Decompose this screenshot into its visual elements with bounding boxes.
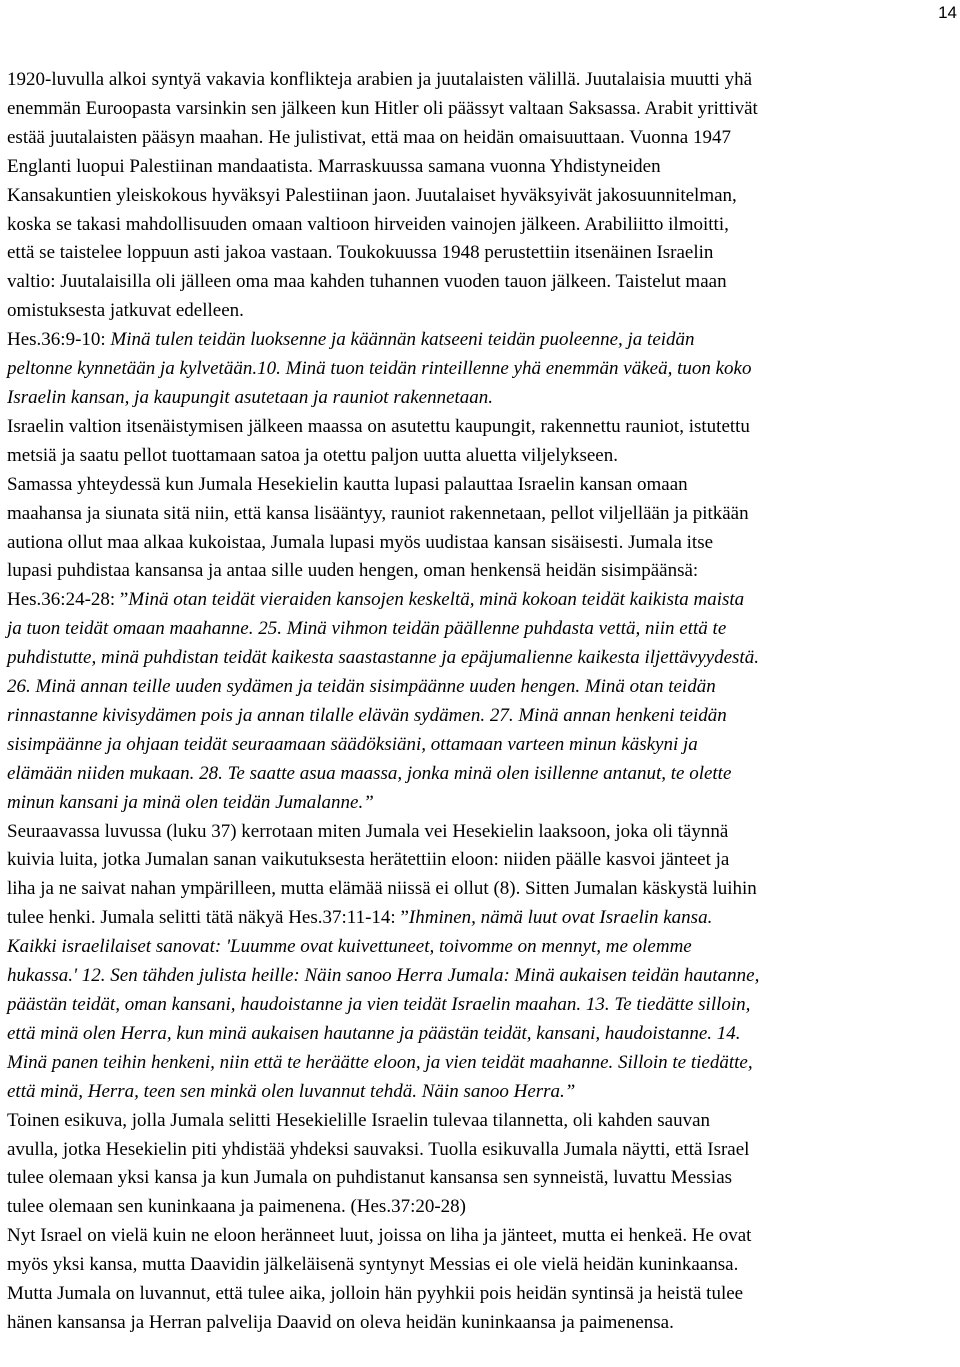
text-line: että se taistelee loppuun asti jakoa vastaan. Toukokuussa 1948 perustettiin itsenäinen Israelin <box>7 242 714 264</box>
scripture-quote: että minä, Herra, teen sen minkä olen luvannut tehdä. Näin sanoo Herra.” <box>7 1080 576 1102</box>
text-line <box>7 904 954 933</box>
text-line <box>7 702 954 731</box>
text-line <box>7 760 954 789</box>
paragraph-hes36-9 <box>7 326 954 471</box>
text-line: hänen kansansa ja Herran palvelija Daavid on oleva heidän kuninkaansa ja paimenensa. <box>7 1311 674 1333</box>
text-line: maahansa ja siunata sitä niin, että kansa lisääntyy, rauniot rakennetaan, pellot viljellään ja pitkään <box>7 502 749 524</box>
paragraph-hes36-24 <box>7 471 954 818</box>
text-line <box>7 644 954 673</box>
text-line: Israelin valtion itsenäistymisen jälkeen maassa on asutettu kaupungit, rakennettu rauniot, istutettu <box>7 415 750 437</box>
scripture-quote: puhdistutte, minä puhdistan teidät kaikesta saastastanne ja epäjumalienne kaikesta iljettävyydestä. <box>7 647 759 669</box>
text-line: koska se takasi mahdollisuuden omaan valtioon hirveiden vainojen jälkeen. Arabiliitto ilmoitti, <box>7 213 729 235</box>
text-line: tulee olemaan yksi kansa ja kun Jumala on puhdistanut kansansa sen synneistä, luvattu Messias <box>7 1167 733 1189</box>
text-line: avulla, jotka Hesekielin piti yhdistää yhdeksi sauvaksi. Tuolla esikuvalla Jumala näytti, että Israel <box>7 1138 750 1160</box>
paragraph-hes37 <box>7 818 954 1338</box>
text-line <box>7 586 954 615</box>
text-line: metsiä ja saatu pellot tuottamaan satoa ja otettu paljon uutta aluetta viljelykseen. <box>7 444 618 466</box>
text-line <box>7 962 954 991</box>
scripture-quote: Minä otan teidät vieraiden kansojen keskeltä, minä kokoan teidät kaikista maista <box>128 589 745 611</box>
scripture-quote: Minä tulen teidän luoksenne ja käännän katseeni teidän puoleenne, ja teidän <box>110 329 695 351</box>
text-line: liha ja ne saivat nahan ympärilleen, mutta elämää niissä ei ollut (8). Sitten Jumalan käskystä luihin <box>7 878 757 900</box>
text-line <box>7 933 954 962</box>
text-line <box>7 355 954 384</box>
text-line: Seuraavassa luvussa (luku 37) kerrotaan miten Jumala vei Hesekielin laaksoon, joka oli täynnä <box>7 820 729 842</box>
scripture-quote: että minä olen Herra, kun minä aukaisen hautanne ja päästän teidät, kansani, haudoistanne. 14. <box>7 1022 741 1044</box>
text-line: 1920-luvulla alkoi syntyä vakavia konflikteja arabien ja juutalaisten välillä. Juutalaisia muutti yhä <box>7 69 753 90</box>
text-line: Samassa yhteydessä kun Jumala Hesekielin kautta lupasi palauttaa Israelin kansan omaan <box>7 473 688 495</box>
text-line <box>7 384 954 413</box>
text-line: Toinen esikuva, jolla Jumala selitti Hesekielille Israelin tulevaa tilannetta, oli kahden sauvan <box>7 1109 711 1131</box>
scripture-quote: rinnastanne kivisydämen pois ja annan tilalle elävän sydämen. 27. Minä annan henkeni teidän <box>7 704 727 726</box>
document-body <box>7 66 954 1338</box>
text-line: Kansakuntien yleiskokous hyväksyi Palestiinan jaon. Juutalaiset hyväksyivät jakosuunnitelman, <box>7 184 737 206</box>
text-line: estää juutalaisten pääsyn maahan. He julistivat, että maa on heidän omaisuuttaan. Vuonna 1947 <box>7 126 731 148</box>
text-line: autiona ollut maa alkaa kukoistaa, Jumala lupasi myös uudistaa kansan sisäisesti. Jumala itse <box>7 531 714 553</box>
text-line <box>7 991 954 1020</box>
text-line: enemmän Euroopasta varsinkin sen jälkeen kun Hitler oli päässyt valtaan Saksassa. Arabit yrittivät <box>7 97 758 119</box>
scripture-reference: Hes.36:9-10: <box>7 329 111 351</box>
text-line: Nyt Israel on vielä kuin ne eloon heränneet luut, joissa on liha ja jänteet, mutta ei henkeä. He ovat <box>7 1225 752 1247</box>
text-line <box>7 326 954 355</box>
scripture-quote: elämään niiden mukaan. 28. Te saatte asua maassa, jonka minä olen isillenne antanut, te olette <box>7 762 732 784</box>
text-line: Englanti luopui Palestiinan mandaatista. Marraskuussa samana vuonna Yhdistyneiden <box>7 155 661 177</box>
text-line <box>7 1078 954 1107</box>
text-line <box>7 789 954 818</box>
text-line: myös yksi kansa, mutta Daavidin jälkeläisenä syntynyt Messias ei ole vielä heidän kuninkaansa. <box>7 1254 739 1276</box>
scripture-reference: Hes.36:24-28: ” <box>7 589 129 611</box>
text-line <box>7 1049 954 1078</box>
text-line <box>7 673 954 702</box>
text-line <box>7 1020 954 1049</box>
text-line: tulee olemaan sen kuninkaana ja paimenena. (Hes.37:20-28) <box>7 1196 466 1218</box>
paragraph-history <box>7 66 954 326</box>
scripture-quote: Ihminen, nämä luut ovat Israelin kansa. <box>408 907 713 929</box>
scripture-quote: sisimpäänne ja ohjaan teidät seuraamaan säädöksiäni, ottamaan varteen minun käskyni ja <box>7 733 698 755</box>
scripture-quote: minun kansani ja minä olen teidän Jumalanne.” <box>7 791 374 813</box>
scripture-quote: Kaikki israelilaiset sanovat: 'Luumme ovat kuivettuneet, toivomme on mennyt, me olemme <box>7 936 692 958</box>
scripture-quote: ja tuon teidät omaan maahanne. 25. Minä vihmon teidän päällenne puhdasta vettä, niin että te <box>7 618 727 640</box>
scripture-quote: peltonne kynnetään ja kylvetään.10. Minä tuon teidän rinteillenne yhä enemmän väkeä, tuon koko <box>7 358 752 380</box>
text-line: Mutta Jumala on luvannut, että tulee aika, jolloin hän pyyhkii pois heidän syntinsä ja heistä tulee <box>7 1283 744 1305</box>
scripture-quote: päästän teidät, oman kansani, haudoistanne ja vien teidät Israelin maahan. 13. Te tiedätte silloin, <box>7 994 751 1015</box>
scripture-quote: hukassa.' 12. Sen tähden julista heille: Näin sanoo Herra Jumala: Minä aukaisen teidän hautanne, <box>7 965 760 987</box>
text-line: omistuksesta jatkuvat edelleen. <box>7 300 244 322</box>
text-line: kuivia luita, jotka Jumalan sanan vaikutuksesta herätettiin eloon: niiden päälle kasvoi jänteet ja <box>7 849 730 871</box>
scripture-quote: Minä panen teihin henkeni, niin että te heräätte eloon, ja vien teidät maahanne. Silloin te tiedätte, <box>7 1051 753 1073</box>
page-number: 14 <box>938 3 957 22</box>
text-line <box>7 615 954 644</box>
text-line: valtio: Juutalaisilla oli jälleen oma maa kahden tuhannen vuoden tauon jälkeen. Taistelut maan <box>7 271 727 293</box>
text-plain: tulee henki. Jumala selitti tätä näkyä Hes.37:11-14: ” <box>7 907 409 929</box>
scripture-quote: 26. Minä annan teille uuden sydämen ja teidän sisimpäänne uuden hengen. Minä otan teidän <box>7 676 716 698</box>
text-line <box>7 731 954 760</box>
scripture-quote: Israelin kansan, ja kaupungit asutetaan ja rauniot rakennetaan. <box>7 386 494 408</box>
text-line: lupasi puhdistaa kansansa ja antaa sille uuden hengen, oman henkensä heidän sisimpäänsä: <box>7 560 699 582</box>
